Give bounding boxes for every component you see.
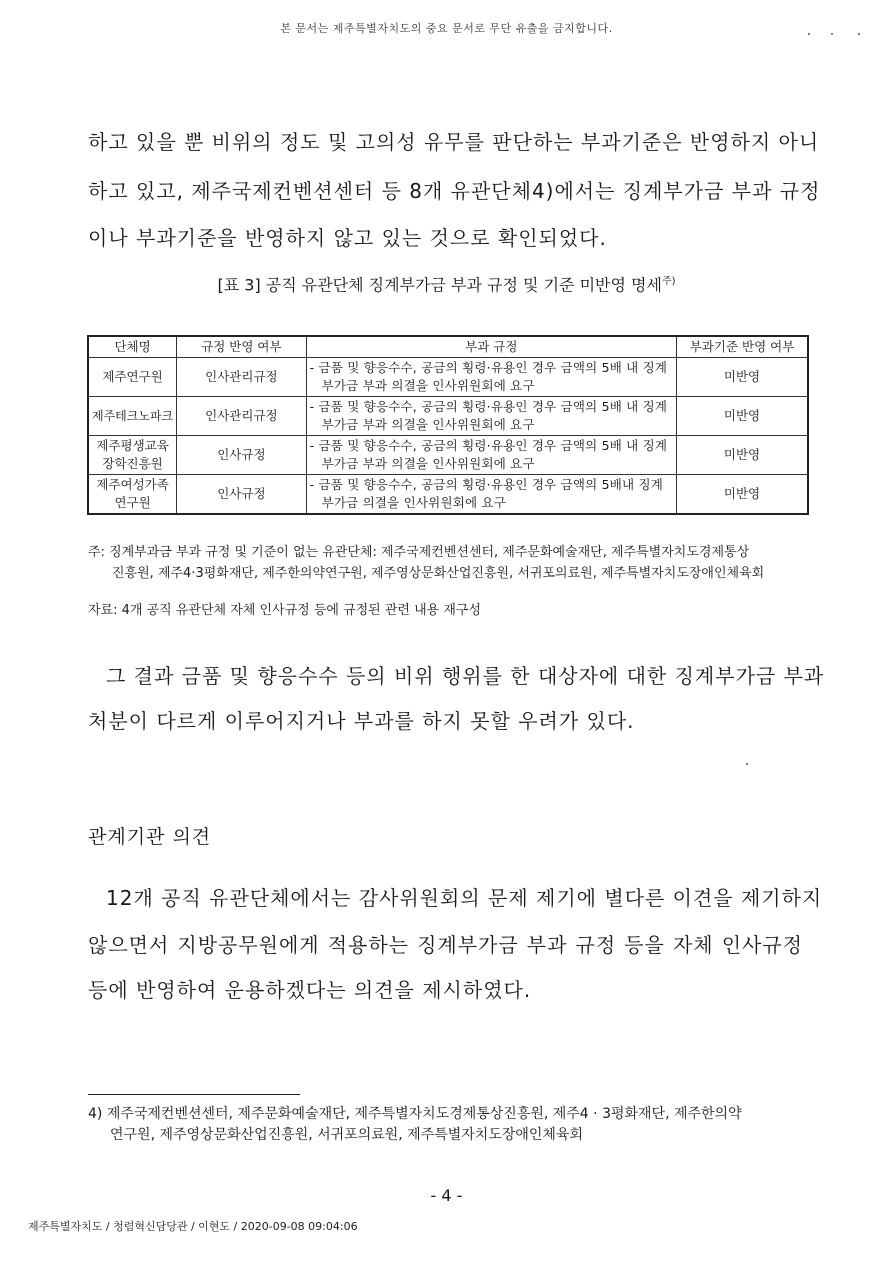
org-name-line: 연구원 [114,495,151,510]
rule-line: - 금품 및 향응수수, 공금의 횡령·유용인 경우 금액의 5배 내 징계 [309,399,668,414]
rule-reflected: 인사관리규정 [177,397,306,436]
table-title [0,272,893,295]
rule-reflected: 인사규정 [177,436,306,475]
rule-line: - 금품 및 향응수수, 공금의 횡령·유용인 경우 금액의 5배내 징계 [309,477,663,492]
table-note-line: 주: 징계부과금 부과 규정 및 기준이 없는 유관단체: 제주국제컨벤션센터, 제주문화예술재단, 제주특별자치도경제통상 [88,545,750,560]
intro-paragraph-line: 하고 있고, 제주국제컨벤션센터 등 8개 유관단체4)에서는 징계부가금 부과 규정 [88,179,821,203]
confidential-header-note: 본 문서는 제주특별자치도의 중요 문서로 무단 유출을 금지합니다. [280,22,613,35]
surcharge-rule [306,358,676,397]
criteria-reflected: 미반영 [677,358,808,397]
table-note [88,542,813,584]
org-name-line: 장학진흥원 [102,456,163,471]
result-paragraph-line: 처분이 다르게 이루어지거나 부과를 하지 못할 우려가 있다. [88,709,635,733]
header-org-name: 단체명 [88,336,177,358]
rule-line: - 금품 및 향응수수, 공금의 횡령·유용인 경우 금액의 5배 내 징계 [309,438,668,453]
page-number: - 4 - [430,1186,463,1205]
opinion-paragraph-line: 않으면서 지방공무원에게 적용하는 징계부가금 부과 규정 등을 자체 인사규정 [88,933,803,957]
print-stamp: 제주특별자치도 / 청렴혁신담당관 / 이현도 / 2020-09-08 09:04:06 [28,1220,358,1233]
surcharge-rule [306,397,676,436]
opinion-paragraph-line: 등에 반영하여 운용하겠다는 의견을 제시하였다. [88,978,532,1002]
header-criteria-reflected: 부과기준 반영 여부 [677,336,808,358]
intro-paragraph-line: 이나 부과기준을 반영하지 않고 있는 것으로 확인되었다. [88,226,607,250]
org-name [88,436,177,475]
criteria-reflected: 미반영 [677,397,808,436]
org-name: 제주테크노파크 [88,397,177,436]
scan-speck [858,33,860,35]
scan-speck [831,33,833,35]
org-name-line: 제주평생교육 [96,438,169,453]
result-paragraph-line: 그 결과 금품 및 향응수수 등의 비위 행위를 한 대상자에 대한 징계부가금 부과 [106,664,825,688]
header-rule-reflected: 규정 반영 여부 [177,336,306,358]
footnote-line: 4) 제주국제컨벤션센터, 제주문화예술재단, 제주특별자치도경제통상진흥원, 제주4 · 3평화재단, 제주한의약 [88,1106,742,1122]
table-title-text: [표 3] 공직 유관단체 징계부가금 부과 규정 및 기준 미반영 명세 [217,275,662,295]
surcharge-rule [306,475,676,515]
table-row [88,358,808,397]
intro-paragraph-line: 하고 있을 뿐 비위의 정도 및 고의성 유무를 판단하는 부과기준은 반영하지 아니 [88,130,820,154]
org-name-line: 제주여성가족 [96,477,169,492]
table-row [88,475,808,515]
org-name: 제주연구원 [88,358,177,397]
surcharge-rule [306,436,676,475]
rule-line: 부가금 부과 의결을 인사위원회에 요구 [321,378,535,393]
scan-speck [746,763,748,765]
rule-reflected: 인사규정 [177,475,306,515]
rule-line: 부가금 부과 의결을 인사위원회에 요구 [321,417,535,432]
table-row [88,436,808,475]
footnote-line: 연구원, 제주영상문화산업진흥원, 서귀포의료원, 제주특별자치도장애인체육회 [110,1127,583,1143]
table-header-row [88,336,808,358]
rule-line: 부가금 부과 의결을 인사위원회에 요구 [321,456,535,471]
scan-speck [808,33,810,35]
footnote-divider [88,1094,300,1095]
header-surcharge-rule: 부과 규정 [306,336,676,358]
org-name [88,475,177,515]
opinion-paragraph-line: 12개 공직 유관단체에서는 감사위원회의 문제 제기에 별다른 이견을 제기하지 [106,886,823,910]
table-source-note: 자료: 4개 공직 유관단체 자체 인사규정 등에 규정된 관련 내용 재구성 [88,603,482,618]
criteria-reflected: 미반영 [677,436,808,475]
rule-line: 부가금 의결을 인사위원회에 요구 [321,495,506,510]
discipline-surcharge-table [87,335,809,515]
rule-reflected: 인사관리규정 [177,358,306,397]
footnote [88,1104,808,1146]
table-row [88,397,808,436]
table-title-footnote-mark: 주) [661,276,676,287]
table-note-line: 진흥원, 제주4·3평화재단, 제주한의약연구원, 제주영상문화산업진흥원, 서귀포의료원, 제주특별자치도장애인체육회 [112,566,765,581]
section-heading: 관계기관 의견 [88,826,212,848]
rule-line: - 금품 및 향응수수, 공금의 횡령·유용인 경우 금액의 5배 내 징계 [309,360,668,375]
criteria-reflected: 미반영 [677,475,808,515]
